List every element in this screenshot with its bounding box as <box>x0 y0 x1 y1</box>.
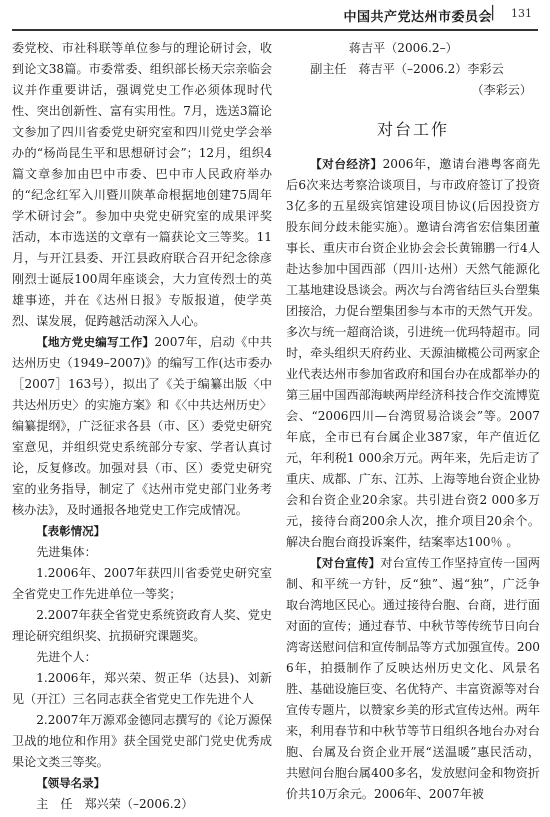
taiwan-publicity-paragraph <box>286 553 540 805</box>
section-tag-local-history: 【地方党史编写工作】 <box>36 335 155 349</box>
local-history-text: 2007年，启动《中共达州历史（1949–2007)》的编写工作(达市委办［2007］163号），拟出了《关于编纂出版〈中共达州历史〉的实施方案》和《〈中共达州历史〉编纂提纲》，广泛征求各县（市、区）委党史研究室意见，并组织党史系统部分专家、学者认真讨论，反复修改。加强对县（市、区）委党史研究室的业务指导，制定了《达州市党史部门业务考核办法》，及时通报各地党史工作完成情况。 <box>12 335 273 517</box>
taiwan-economy-paragraph <box>286 154 540 553</box>
leader-director-1: 主 任 郑兴荣（–2006.2） <box>36 797 194 811</box>
left-paragraph-2 <box>12 332 272 521</box>
left-paragraph-1: 委党校、市社科联等单位参与的理论研讨会，收到论文38篇。市委常委、组织部长杨天宗亲临会议并作重要讲话，强调党史工作必须体现时代性、突出创新性、富有实用性。7月，选送3篇论文参加了四川省委党史研究室和四川党史学会举办的“杨尚昆生平和思想研讨会”；12月，组织4篇文章参加由巴中市委、巴中市人民政府举办的“纪念红军入川暨川陕革命根据地创建75周年学术研讨会”。参加中央党史研究室的成果评奖活动，本市选送的文章有一篇获论文三等奖。11月，与开江县委、开江县政府联合召开纪念徐彦刚烈士诞辰100周年座谈会，大力宣传烈士的英雄事迹，并在《达州日报》专版报道，使学英烈、谋发展，促跨越活动深入人心。 <box>12 41 272 328</box>
taiwan-publicity-text: 对台宣传工作坚持宣传一国两制、和平统一方针，反“独”、遏“独”，广泛争取台湾地区民心。通过接待台胞、台商，进行面对面的宣传；通过春节、中秋节等传统节日向台湾寄送慰问信和宣传制品等方式加强宣传。2006年，拍摄制作了反映达州历史文化、风景名胜、基础设施巨变、名优特产、丰富资源等对台宣传专题片，以赞家乡美的形式宣传达州。两年来，利用春节和中秋节等节日组织各地台办对台胞、台属及台资企业开展“送温暖”惠民活动，共慰问台胞台属400多名，发放慰问金和物资折价共10万余元。2006年、2007年被 <box>286 556 540 801</box>
left-column <box>12 38 272 815</box>
leader-director-2: 蒋吉平（2006.2–） <box>348 41 458 55</box>
taiwan-economy-text: 2006年，邀请台港粤客商先后6次来达考察洽谈项目，与市政府签订了投资3亿多的五星级宾馆建设项目协议(后因投资方股东间分歧未能实施）。邀请台湾省宏信集团董事长、重庆市台资企业协会会长黄锦鹏一行4人赴达参加中国西部（四川·达州）天然气能源化工基地建设恳谈会。两次与台湾省结巨头台塑集团接洽，力促台塑集团参与本市的天然气开发。多次与统一超商洽谈，引进统一优玛特超市。同时，牵头组织天府药业、天源油橄榄公司两家企业代表达州市参加省政府和国台办在成都举办的第三届中国西部海峡两岸经济科技合作交流博览会、“2006四川—台湾贸易洽谈会”等。2007年底，全市已有台属企业387家，年产值近亿元，年利税1 000余万元。两年来，先后走访了重庆、成都、广东、江苏、上海等地台资企业协会和台资企业20余家。共引进台资2 000多万元，接待台商200余人次，推介项目20余个。解决台胞台商投诉案件，结案率达100％ 。 <box>286 157 541 549</box>
header-rule <box>12 29 538 31</box>
section-tag-leadership: 【领导名录】 <box>36 776 106 790</box>
page-header <box>0 0 550 30</box>
collective-label: 先进集体： <box>36 545 97 559</box>
individual-label: 先进个人： <box>36 650 97 664</box>
section-tag-taiwan-publicity: 【对台宣传】 <box>310 556 381 570</box>
commendation-block <box>12 521 272 542</box>
collective-item-1: 1.2006年、2007年获四川省委党史研究室全省党史工作先进单位一等奖； <box>12 566 272 601</box>
individual-item-2: 2.2007年万源邓金德同志撰写的《论万源保卫战的地位和作用》获全国党史部门党史优秀成果论文类三等奖。 <box>12 713 273 769</box>
author-credit: （李彩云） <box>471 83 532 97</box>
section-tag-commendation: 【表彰情况】 <box>36 524 106 538</box>
section-heading-taiwan-work: 对台工作 <box>376 120 449 139</box>
page-number: 131 <box>511 7 532 20</box>
leader-deputy: 副主任 蒋吉平（–2006.2）李彩云 <box>310 62 504 76</box>
leadership-block <box>12 773 272 794</box>
right-column <box>286 38 540 805</box>
individual-item-1: 1.2006年，郑兴荣、贺正华（达县)、刘新见（开江）三名同志获全省党史工作先进个人 <box>12 671 272 706</box>
running-head-title: 中国共产党达州市委员会 <box>343 10 492 25</box>
running-head-separator: ▏ <box>492 6 502 21</box>
collective-item-2: 2.2007年获全省党史系统资政育人奖、党史理论研究组织奖、抗损研究课题奖。 <box>12 608 273 643</box>
section-tag-taiwan-economy: 【对台经济】 <box>310 157 383 171</box>
